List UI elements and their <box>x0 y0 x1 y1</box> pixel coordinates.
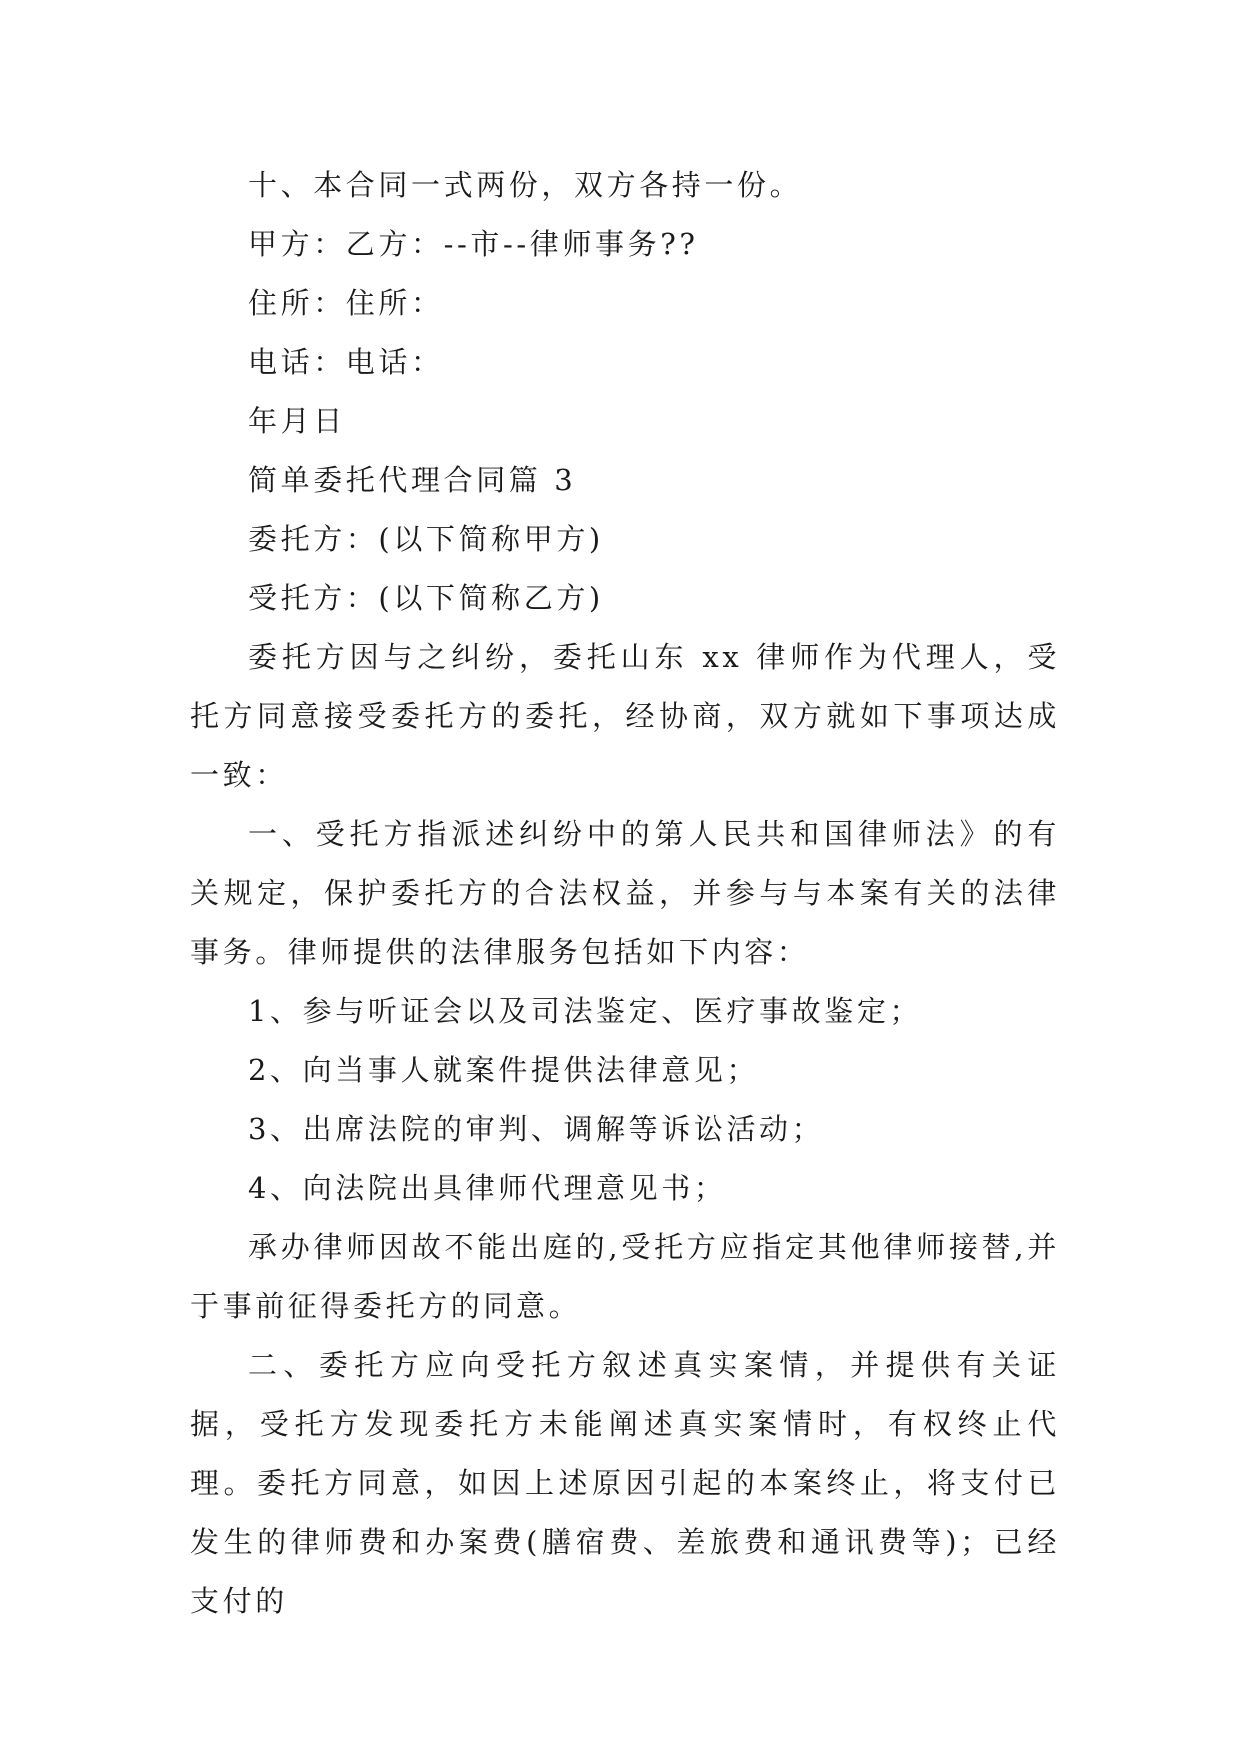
paragraph-parties: 甲方：乙方：--市--律师事务?? <box>248 227 699 261</box>
paragraph-intro: 委托方因与之纠纷，委托山东 xx 律师作为代理人，受托方同意接受委托方的委托，经协商，双方就如下事项达成一致： <box>190 640 1060 792</box>
section-heading: 简单委托代理合同篇 3 <box>248 463 577 497</box>
list-item-service-4: 4、向法院出具律师代理意见书； <box>248 1171 727 1205</box>
paragraph-contract-copies: 十、本合同一式两份，双方各持一份。 <box>248 168 803 202</box>
paragraph-substitute-lawyer: 承办律师因故不能出庭的,受托方应指定其他律师接替,并于事前征得委托方的同意。 <box>190 1230 1060 1323</box>
list-item-service-2: 2、向当事人就案件提供法律意见； <box>248 1053 760 1087</box>
paragraph-principal: 委托方：(以下简称甲方) <box>248 522 604 556</box>
paragraph-phone: 电话：电话： <box>248 345 444 379</box>
paragraph-date: 年月日 <box>248 404 346 438</box>
paragraph-agent: 受托方：(以下简称乙方) <box>248 581 604 615</box>
paragraph-clause-2: 二、委托方应向受托方叙述真实案情，并提供有关证据，受托方发现委托方未能阐述真实案情时，有权终止代理。委托方同意，如因上述原因引起的本案终止，将支付已发生的律师费和办案费(膳宿费、差旅费和通讯费等)；已经支付的 <box>190 1348 1060 1618</box>
paragraph-clause-1: 一、受托方指派述纠纷中的第人民共和国律师法》的有关规定，保护委托方的合法权益，并参与与本案有关的法律事务。律师提供的法律服务包括如下内容： <box>190 817 1060 969</box>
list-item-service-1: 1、参与听证会以及司法鉴定、医疗事故鉴定； <box>248 994 923 1028</box>
paragraph-address: 住所：住所： <box>248 286 444 320</box>
document-body <box>190 156 1060 1631</box>
list-item-service-3: 3、出席法院的审判、调解等诉讼活动； <box>248 1112 825 1146</box>
